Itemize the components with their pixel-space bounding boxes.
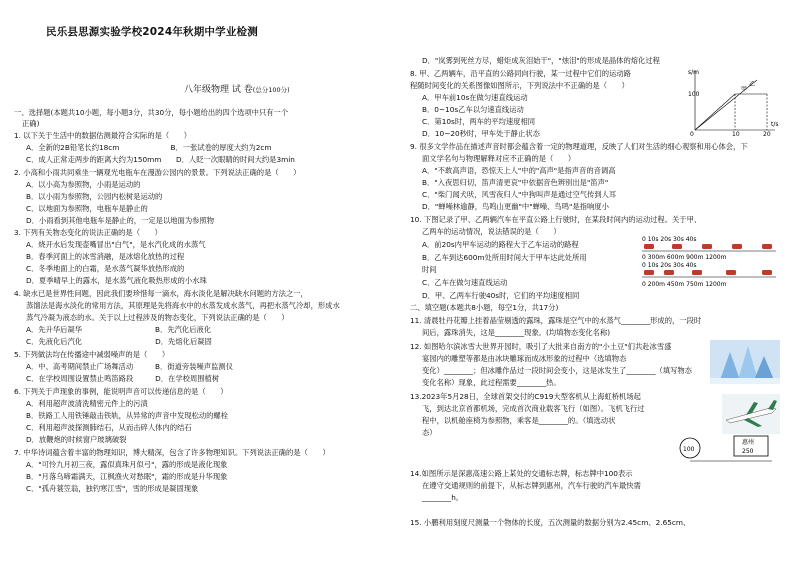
q3-stem: 3. 下列有关物态变化的说法正确的是（ ） [14, 228, 162, 237]
q8-option: B．0~10s乙车以匀速直线运动 [422, 105, 524, 114]
left-column [14, 0, 394, 561]
svg-text:甲: 甲 [741, 86, 748, 93]
q4-stem: 蒸气冷凝为液态的水。关于以上过程涉及的物态变化，下列说法正确的是（ ） [26, 313, 289, 322]
q6-stem: 6. 下列关于声现象的事例，能说明声音可以传递信息的是（ ） [14, 387, 228, 396]
q14-stem: ________h。 [422, 493, 464, 502]
q9-option: C．"柴门闻犬吠，风雪夜归人"中狗叫声是通过空气传到人耳 [422, 190, 617, 199]
svg-text:0: 0 [690, 131, 694, 138]
q10-option: A．前20s内甲车运动的路程大于乙车运动的路程 [422, 240, 579, 249]
q10-option: C．乙车在做匀速直线运动 [422, 278, 508, 287]
q6-option: B．铁路工人用铁锤敲击铁轨，从异常的声音中发现松动的螺栓 [26, 411, 229, 420]
q12-stem: 变化）________；但冰雕作品过一段时间会变小，这是冰发生了________（填写物态 [422, 366, 692, 375]
svg-text:100: 100 [688, 91, 700, 98]
q12-stem: 宴园内的雕塑等都是由冰块雕琢而成冰形象的过程中（选填物态 [422, 354, 627, 363]
subtitle-text: 八年级物理 试 卷 [184, 85, 253, 95]
q2-option: B．以小雨为参照物，公园内松树是运动的 [26, 192, 163, 201]
q4-stem: 蒸馏法是海水淡化的常用方法，其原理是先将海水中的水蒸发成水蒸气，再把水蒸气冷却，形成水 [26, 301, 340, 310]
q10-car-diagram [640, 236, 780, 294]
q8-option: A．甲车前10s在做匀速直线运动 [422, 93, 528, 102]
q3-option: B．春季河面上的冰雪消融，是冰熔化放热的过程 [26, 252, 185, 261]
sign-city: 惠州 [742, 439, 755, 446]
q6-option: D．放鞭炮的时候窗户玻璃破裂 [26, 435, 127, 444]
q4-stem: 4. 缺水已是世界性问题，因此我们要珍惜每一滴水，海水淡化是解决缺水问题的方法之一， [14, 289, 308, 298]
q11-stem: 11. 清晨牡丹花瓣上挂着晶莹剔透的露珠，露珠是空气中的水蒸气________形成的，一段时 [410, 316, 702, 325]
q2-option: C．以地面为参照物，电瓶车是静止的 [26, 204, 148, 213]
section2-heading: 二、填空题(本题共8小题，每空1分，共17分) [410, 303, 559, 312]
svg-text:0 10s 20s 30s 40s: 0 10s 20s 30s 40s [642, 236, 697, 243]
q7-option: B．"月落乌啼霜满天，江枫渔火对愁眠"，霜的形成是升华现象 [26, 472, 228, 481]
q13-stem: 态） [422, 428, 437, 437]
q9-option: D．"蝉噪林逾静，鸟鸣山更幽"中"蝉噪、鸟鸣"是指响度小 [422, 202, 609, 211]
q14-stem: 14.如图所示是深惠高速公路上某处的交通标志牌，标志牌中100表示 [410, 469, 633, 478]
q10-stem: 10. 下图记录了甲、乙两辆汽车在平直公路上行驶时，在某段时间内的运动过程。关于甲、 [410, 215, 702, 224]
q10-option: D．甲、乙两车行驶40s时，它们的平均速度相同 [422, 291, 580, 300]
q1-stem: 1. 以下关于生活中的数据估测最符合实际的是（ ） [14, 131, 192, 140]
q12-stem: 12. 如图哈尔滨冰雪大世界开园时，吸引了大批来自南方的"小土豆"们共赴冰雪盛 [410, 342, 672, 351]
q1-option: A．全新的2B铅笔长约18cm B．一张试卷的厚度大约为2cm [26, 143, 272, 152]
q3-option: A．烧开水后发现壶嘴冒出"白气"，是水汽化成的水蒸气 [26, 240, 206, 249]
q9-stem: 面文学名句与物理解释对应不正确的是（ ） [422, 154, 576, 163]
q10-option: B．乙车到达600m处所用时间大于甲车达此处所用 [422, 253, 587, 262]
q5-option: C．在学校周围设置禁止鸣笛路段 D．在学校周围植树 [26, 374, 220, 383]
score-note: (总分100分) [252, 86, 290, 94]
exam-subtitle [184, 85, 290, 95]
q7-option: C．"孤舟蓑笠翁，独钓寒江雪"，雪的形成是凝固现象 [26, 484, 199, 493]
q6-option: A．利用超声波清洗精密元件上的污渍 [26, 399, 148, 408]
q9-option: B．"入夜思归切，笛声清更哀"中依据音色辨别出是"笛声" [422, 178, 609, 187]
q7-option: A．"可怜九月初三夜，露似真珠月似弓"，露的形成是液化现象 [26, 460, 228, 469]
q2-stem: 2. 小高和小雨共同乘坐一辆观光电瓶车在漫游公园内的景景。下列说法正确的是（ ） [14, 168, 301, 177]
section1-line-1: 一、选择题(本题共10小题，每小题3分，共30分，每小题给出的四个选项中只有一个 [14, 108, 289, 117]
q11-stem: 间后，露珠消失，这是________现象。(均填物态变化名称) [422, 328, 611, 337]
right-column [404, 0, 784, 561]
q4-option: A．先升华后凝华 B．先汽化后液化 [26, 325, 212, 334]
ice-sculpture-image [710, 340, 780, 384]
q8-stem: 程随时间变化的关系图像如图所示，下列说法中不正确的是（ ） [410, 81, 629, 90]
q8-st-graph [687, 68, 779, 138]
q10-option: 时间 [422, 265, 437, 274]
sign-distance: 250 [742, 448, 754, 455]
q13-stem: 程中，以机舱座椅为参照物，乘客是________的。（填选动状 [422, 416, 616, 425]
q6-option: C．利用超声波探测肺结石，从而击碎人体内的结石 [26, 423, 192, 432]
svg-text:s/m: s/m [688, 69, 699, 76]
q8-stem: 8. 甲、乙两辆车，沿平直的公路同向行驶，某一过程中它们的运动路 [410, 69, 631, 78]
q2-option: A．以小高为参照物，小雨是运动的 [26, 180, 141, 189]
svg-text:0 10s 20s 30s 40s: 0 10s 20s 30s 40s [642, 262, 697, 269]
svg-text:0 300m 600m 900m 1200m: 0 300m 600m 900m 1200m [642, 254, 727, 261]
traffic-sign [676, 432, 776, 464]
section1-line-2: 正确) [22, 119, 40, 128]
sign-speed-limit: 100 [683, 446, 695, 453]
q5-option: A．中、高考期间禁止广场舞活动 B．街道旁装噪声监测仪 [26, 362, 234, 371]
q7-stem: 7. 中华诗词蕴含着丰富的物理知识，博大精深，包含了许多物理知识。下列说法正确的是（ ） [14, 448, 330, 457]
q13-stem: 飞，到达北京首都机场，完成首次商业载客飞行（如图）。飞机飞行过 [422, 404, 645, 413]
q3-option: C．冬季地面上的白霜，是水蒸气凝华放热形成的 [26, 264, 185, 273]
airplane-image [722, 394, 780, 434]
q9-stem: 9. 很多文学作品在描述声音时都会蕴含着一定的物理道理，反映了人们对生活的细心观察和用心体会，下 [410, 142, 748, 151]
svg-text:0 200m 450m 750m 1200m: 0 200m 450m 750m 1200m [642, 281, 727, 288]
svg-text:t/s: t/s [771, 121, 779, 128]
svg-text:20: 20 [763, 131, 771, 138]
q1-option: C．成人正常走两步的距离大约为150mm D．人眨一次眼睛的时间大约是3min [26, 155, 295, 164]
q13-stem: 13.2023年5月28日，全球首架交付的C919大型客机从上海虹桥机场起 [410, 392, 641, 401]
exam-title: 民乐县思源实验学校2024年秋期中学业检测 [46, 26, 258, 38]
q12-stem: 变化名称）现象，此过程需要________热。 [422, 378, 561, 387]
q8-option: C．第10s时，两车的平均速度相同 [422, 117, 536, 126]
svg-text:10: 10 [732, 131, 740, 138]
q10-stem: 乙两车的运动情况，说法错误的是（ ） [422, 227, 561, 236]
q15-stem: 15. 小鹏利用刻度尺测量一个物体的长度，五次测量的数据分别为2.45cm、2.65cm、 [410, 518, 691, 527]
q7-option-d: D．"岚雾到死丝方尽，蜡炬成灰泪始干"，"烛泪"的形成是晶体的熔化过程 [422, 56, 660, 65]
svg-text:乙: 乙 [749, 81, 756, 88]
q3-option: D．夏季晴早上的露水，是水蒸气液化吸热形成的小水珠 [26, 276, 207, 285]
q4-option: C．先液化后汽化 D．先熔化后凝固 [26, 337, 212, 346]
q5-stem: 5. 下列做法均在传播途中减弱噪声的是（ ） [14, 350, 170, 359]
q2-option: D．小雨看到其他电瓶车是静止的，一定是以地面为参照物 [26, 216, 215, 225]
q9-option: A．"不敢高声语，恐惊天上人"中的"高声"是指声音的音调高 [422, 166, 616, 175]
q8-option: D．10~20秒时，甲车处于静止状态 [422, 129, 540, 138]
q14-stem: 在遵守交通规则的前提下，从标志牌到惠州，汽车行驶的汽车最快需 [422, 481, 641, 490]
